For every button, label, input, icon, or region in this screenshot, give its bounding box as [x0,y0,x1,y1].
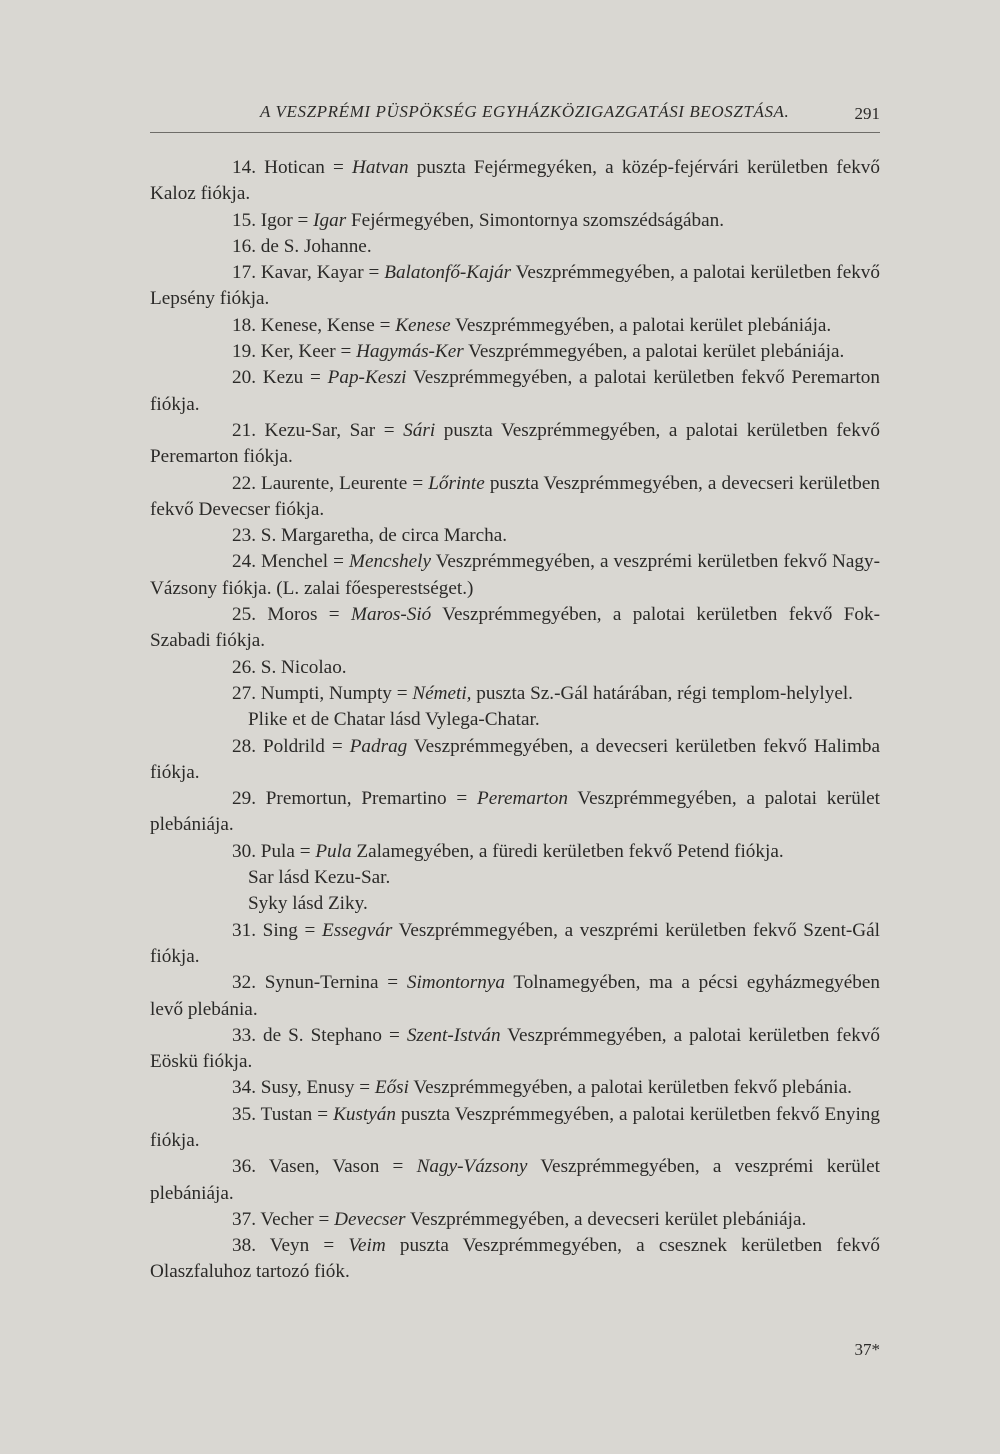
gazetteer-entry [150,523,880,549]
entry-head: Veyn = [255,1235,349,1257]
entry-num: 15. [232,209,256,231]
entry-rest: Veszprémmegyében, a palotai kerület plebániája. [150,788,880,836]
entry-num: 24. [232,551,256,573]
header-rule [150,132,880,133]
entry-num: 19. [232,341,256,363]
entry-head: Pula = [255,840,316,862]
entry-name: Igar [313,209,347,231]
entry-rest: Veszprémmegyében, a devecseri kerület plebániája. [405,1208,807,1230]
entry-num: 26. [232,656,256,678]
cross-reference [150,707,880,733]
entry-rest: puszta Veszprémmegyében, a csesznek kerületben fekvő Olaszfaluhoz tartozó fiók. [150,1235,880,1283]
gazetteer-entry [150,418,880,471]
entry-num: 28. [232,735,256,757]
gazetteer-entry [150,918,880,971]
entry-head: Kenese, Kense = [255,314,396,336]
entry-rest: Veszprémmegyében, a palotai kerületben fekvő Eöskü fiókja. [150,1024,880,1073]
entry-name: Balatonfő-Kajár [384,262,512,284]
gazetteer-entry [150,602,880,655]
entry-rest: puszta Sz.-Gál határában, régi templom-helylyel. [471,682,853,704]
entry-num: 34. [232,1077,256,1099]
entry-head: Kavar, Kayar = [255,262,385,284]
entry-num: 38. [232,1235,256,1257]
entry-name: Veim [348,1235,386,1257]
entry-num: 29. [232,788,256,810]
entry-head: Hotican = [255,157,353,178]
gazetteer-entry [150,365,880,418]
entry-num: 25. [232,604,256,626]
entry-name: Lőrinte [428,472,485,494]
signature-mark: 37* [854,1340,880,1359]
entry-rest: Veszprémmegyében, a palotai kerületben fekvő Peremarton fiókja. [150,367,880,415]
gazetteer-entry [150,1233,880,1286]
gazetteer-entry [150,786,880,839]
entry-num: 35. [232,1103,256,1125]
gazetteer-entry [150,970,880,1023]
entry-name: Sári [403,419,436,441]
entry-head: Vasen, Vason = [255,1156,417,1178]
entry-num: 23. [232,525,256,547]
entry-head: Kezu = [255,367,328,389]
entry-name: Simontornya [406,972,505,994]
entry-name: Pula [315,840,352,862]
entry-name: Peremarton [476,788,568,810]
entry-head: Kezu-Sar, Sar = [255,419,404,441]
entry-head: Poldrild = [255,735,350,757]
page-header [150,100,880,140]
entry-num: 16. [232,235,256,257]
entry-num: 30. [232,840,256,862]
entry-name: Hatvan [352,157,409,178]
page-number: 291 [854,104,880,123]
entry-head: S. Nicolao. [255,656,347,678]
entry-rest: Veszprémmegyében, a devecseri kerületben fekvő Halimba fiókja. [150,735,881,783]
entry-name: Németi, [412,682,472,704]
gazetteer-entry [150,1075,880,1101]
entry-name: Devecser [334,1208,406,1230]
entry-head: S. Margaretha, de circa Marcha. [255,525,508,547]
entry-head: Sar lásd Kezu-Sar. [248,867,391,889]
entry-rest: puszta Veszprémmegyében, a devecseri kerületben fekvő Devecser fiókja. [150,472,880,520]
entry-name: Hagymás-Ker [356,341,464,363]
entry-head: Sing = [255,919,322,941]
gazetteer-entry [150,549,880,602]
entry-name: Essegvár [321,919,393,941]
entry-head: Vecher = [255,1208,335,1230]
entry-num: 27. [232,682,256,704]
entry-head: Laurente, Leurente = [255,472,429,494]
gazetteer-entry [150,208,880,234]
entry-name: Eősi [374,1077,409,1099]
entry-rest: Veszprémmegyében, a veszprémi kerület plebániája. [150,1156,880,1204]
entry-rest: Veszprémmegyében, a palotai kerületben fekvő Lepsény fiókja. [150,262,880,310]
entry-head: Plike et de Chatar lásd Vylega-Chatar. [248,709,540,731]
entry-head: Menchel = [255,551,349,573]
entry-num: 33. [232,1024,256,1046]
cross-reference [150,891,880,917]
entry-rest: puszta Veszprémmegyében, a palotai kerületben fekvő Enying fiókja. [150,1103,880,1151]
entry-rest: Veszprémmegyében, a veszprémi kerületben fekvő Nagy-Vázsony fiókja. (L. zalai főesperestséget.) [150,551,880,599]
gazetteer-entry [150,471,880,524]
gazetteer-entry [150,1023,880,1076]
entry-rest: puszta Veszprémmegyében, a palotai kerületben fekvő Peremarton fiókja. [150,419,880,468]
gazetteer-entry [150,1102,880,1155]
entry-rest: Tolnamegyében, ma a pécsi egyházmegyében levő plebánia. [150,972,880,1020]
entry-rest: puszta Fejérmegyéken, a közép-fejérvári kerületben fekvő Kaloz fiókja. [150,157,880,205]
entry-name: Mencshely [348,551,432,573]
running-title: A VESZPRÉMI PÜSPÖKSÉG EGYHÁZKÖZIGAZGATÁSI BEOSZTÁSA. [260,102,790,121]
gazetteer-entry [150,155,880,208]
entry-name: Maros-Sió [350,604,432,626]
entry-rest: Fejérmegyében, Simontornya szomszédságában. [346,209,725,231]
entry-head: Susy, Enusy = [255,1077,375,1099]
entry-name: Szent-István [406,1024,501,1046]
entry-num: 14. [232,157,256,178]
gazetteer-entry [150,1207,880,1233]
entry-num: 17. [232,262,256,284]
entry-num: 31. [232,919,256,941]
entry-head: Premortun, Premartino = [255,788,477,810]
entry-head: Synun-Ternina = [255,972,407,994]
entry-num: 20. [232,367,256,389]
gazetteer-entry [150,734,880,787]
entry-name: Padrag [349,735,408,757]
entry-head: Syky lásd Ziky. [248,893,368,915]
entry-rest: Zalamegyében, a füredi kerületben fekvő Petend fiókja. [351,840,784,862]
gazetteer-entry [150,655,880,681]
entry-rest: Veszprémmegyében, a palotai kerület plebániája. [450,314,832,336]
gazetteer-entry [150,339,880,365]
gazetteer-entry [150,1154,880,1207]
entry-rest: Veszprémmegyében, a palotai kerületben fekvő plebánia. [408,1077,852,1099]
entry-name: Kustyán [333,1103,396,1125]
entry-num: 22. [232,472,256,494]
entry-list [150,155,880,1286]
entry-name: Pap-Keszi [327,367,407,389]
gazetteer-entry [150,313,880,339]
entry-num: 36. [232,1156,256,1178]
gazetteer-entry [150,681,880,707]
entry-head: Ker, Keer = [255,341,357,363]
entry-num: 21. [232,419,256,441]
entry-head: Moros = [255,604,351,626]
gazetteer-entry [150,839,880,865]
entry-head: de S. Johanne. [255,235,372,257]
entry-head: de S. Stephano = [255,1024,407,1046]
entry-num: 32. [232,972,256,994]
gazetteer-entry [150,234,880,260]
cross-reference [150,865,880,891]
entry-head: Igor = [255,209,314,231]
entry-rest: Veszprémmegyében, a palotai kerületben fekvő Fok-Szabadi fiókja. [150,604,880,652]
entry-rest: Veszprémmegyében, a veszprémi kerületben fekvő Szent-Gál fiókja. [150,919,880,967]
entry-head: Tustan = [255,1103,334,1125]
entry-num: 37. [232,1208,256,1230]
entry-rest: Veszprémmegyében, a palotai kerület plebániája. [463,341,845,363]
entry-head: Numpti, Numpty = [255,682,413,704]
entry-num: 18. [232,314,256,336]
entry-name: Kenese [395,314,451,336]
entry-name: Nagy-Vázsony [416,1156,528,1178]
gazetteer-entry [150,260,880,313]
